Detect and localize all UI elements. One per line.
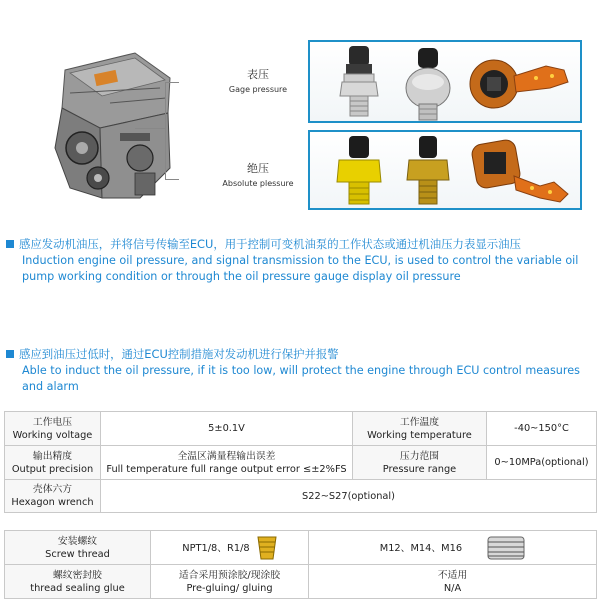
screw-thread-label: 安装螺纹 Screw thread [5,531,151,565]
table-row [5,412,597,446]
table-row [5,446,597,480]
thread-table [4,530,597,599]
gage-pressure-label: 表压 Gage pressure [228,68,288,94]
parallel-thread-icon [487,536,525,560]
gage-sensor-silver [338,46,380,122]
output-precision-value: 全温区满量程输出误差 Full temperature full range output error ≤±2%FS [101,446,353,480]
absolute-sensor-brass [406,136,450,208]
output-precision-label: 输出精度 Output precision [5,446,101,480]
absolute-sensor-board [470,136,578,208]
table-row [5,480,597,513]
connector-line [135,128,165,129]
gage-pressure-photos [308,40,582,123]
section-low-pressure-protection: 感应到油压过低时，通过ECU控制措施对发动机进行保护并报警 Able to induct the oil pressure, if it is too low, will protect the engine through ECU control measures and alarm [6,346,594,395]
section-oil-pressure-sensing: 感应发动机油压，并将信号传输至ECU，用于控制可变机油泵的工作状态或通过机油压力表显示油压 Induction engine oil pressure, and signal transmission to the ECU, is used to control the variable oil pump working condition or through the oil pressure gauge display oil pressure [6,236,594,285]
pressure-range-value: 0~10MPa(optional) [487,446,597,480]
gage-sensor-round [402,48,454,122]
working-temperature-value: -40~150°C [487,412,597,446]
connector-bracket [165,82,179,180]
pressure-range-label: 压力范围 Pressure range [353,446,487,480]
sealing-glue-value-b: 不适用 N/A [309,565,597,599]
screw-thread-value-a: NPT1/8、R1/8 [151,531,309,565]
gage-sensor-board [466,48,576,118]
bullet-square-icon [6,350,14,358]
table-row [5,531,597,565]
working-voltage-label: 工作电压 Working voltage [5,412,101,446]
sealing-glue-value-a: 适合采用预涂胶/现涂胶 Pre-gluing/ gluing [151,565,309,599]
absolute-sensor-yellow [336,136,382,208]
working-temperature-label: 工作温度 Working temperature [353,412,487,446]
working-voltage-value: 5±0.1V [101,412,353,446]
spec-table [4,411,597,513]
screw-thread-value-b: M12、M14、M16 [309,531,597,565]
hexagon-wrench-label: 壳体六方 Hexagon wrench [5,480,101,513]
sealing-glue-label: 螺纹密封胶 thread sealing glue [5,565,151,599]
bullet-square-icon [6,240,14,248]
tapered-thread-icon [257,536,277,560]
table-row [5,565,597,599]
hexagon-wrench-value: S22~S27(optional) [101,480,597,513]
absolute-pressure-label: 绝压 Absolute plessure [222,162,294,188]
absolute-pressure-photos [308,130,582,210]
